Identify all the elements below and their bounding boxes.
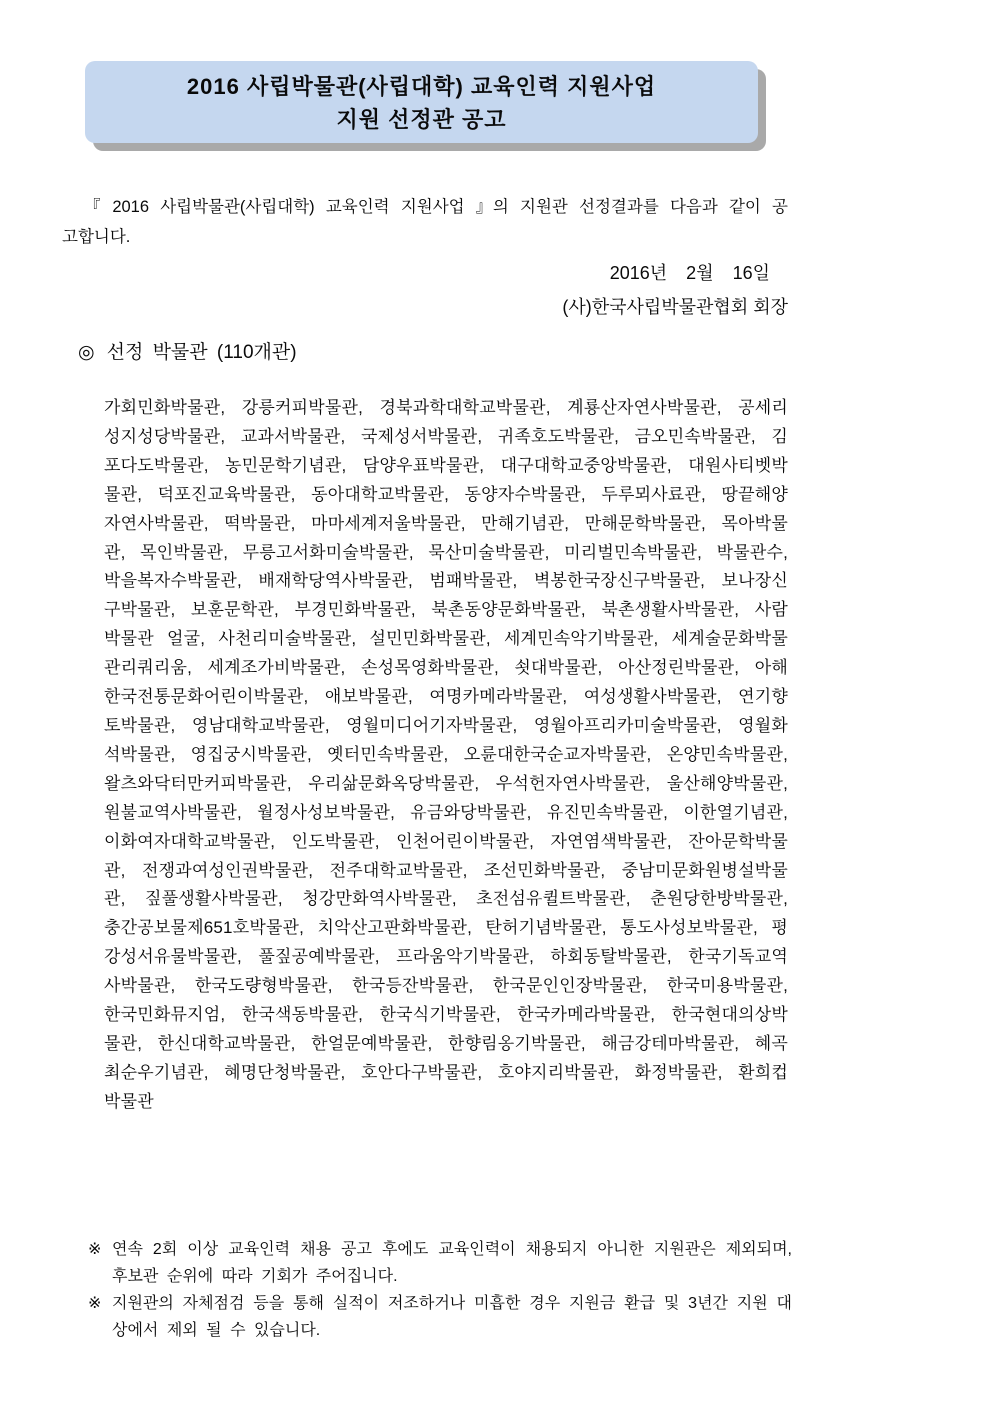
double-circle-bullet-icon: ◎ bbox=[78, 342, 95, 363]
document-title-line-1: 2016 사립박물관(사립대학) 교육인력 지원사업 bbox=[186, 73, 657, 99]
footnotes-block bbox=[88, 1236, 792, 1344]
date-signature-block bbox=[62, 256, 788, 324]
reference-mark-icon: ※ bbox=[88, 1241, 102, 1258]
section-title: 선정 박물관 (110개관) bbox=[106, 342, 297, 363]
footnote-item bbox=[88, 1290, 792, 1344]
footnote-text: 연속 2회 이상 교육인력 채용 공고 후에도 교육인력이 채용되지 아니한 지원관은 제외되며, 후보관 순위에 따라 기회가 주어집니다. bbox=[112, 1241, 792, 1285]
document-title-line-2: 지원 선정관 공고 bbox=[336, 107, 507, 133]
footnote-item bbox=[88, 1236, 792, 1290]
issuing-organization: (사)한국사립박물관협회 회장 bbox=[562, 297, 788, 317]
selected-museums-section-header bbox=[78, 337, 297, 364]
announcement-date: 2016년 2월 16일 bbox=[609, 263, 770, 283]
intro-paragraph: 『 2016 사립박물관(사립대학) 교육인력 지원사업 』의 지원관 선정결과를 다음과 같이 공고합니다. bbox=[62, 198, 788, 246]
footnote-text: 지원관의 자체점검 등을 통해 실적이 저조하거나 미흡한 경우 지원금 환급 및 3년간 지원 대상에서 제외 될 수 있습니다. bbox=[112, 1295, 792, 1339]
museum-list-paragraph: 가회민화박물관, 강릉커피박물관, 경북과학대학교박물관, 계룡산자연사박물관, 공세리성지성당박물관, 교과서박물관, 국제성서박물관, 귀족호도박물관, 금오민속박물관, 김포다도박물관, 농민문학기념관, 담양우표박물관, 대구대학교중앙박물관, 대원사티벳박물관, 덕포진교육박물관, 동아대학교박물관, 동양자수박물관, 두루뫼사료관, 땅끝해양자연사박물관, 떡박물관, 마마세계저울박물관, 만해기념관, 만해문학박물관, 목아박물관, 목인박물관, 무릉고서화미술박물관, 묵산미술박물관, 미리벌민속박물관, 박물관수, 박을복자수박물관, 배재학당역사박물관, 범패박물관, 벽봉한국장신구박물관, 보나장신구박물관, 보훈문학관, 부경민화박물관, 북촌동양문화박물관, 북촌생활사박물관, 사람박물관 얼굴, 사천리미술박물관, 설민민화박물관, 세계민속악기박물관, 세계술문화박물관리쿼리움, 세계조가비박물관, 손성목영화박물관, 쇳대박물관, 아산정린박물관, 아해한국전통문화어린이박물관, 애보박물관, 여명카메라박물관, 여성생활사박물관, 연기향토박물관, 영남대학교박물관, 영월미디어기자박물관, 영월아프리카미술박물관, 영월화석박물관, 영집궁시박물관, 옛터민속박물관, 오륜대한국순교자박물관, 온양민속박물관, 왈츠와닥터만커피박물관, 우리삶문화옥당박물관, 우석헌자연사박물관, 울산해양박물관, 원불교역사박물관, 월정사성보박물관, 유금와당박물관, 유진민속박물관, 이한열기념관, 이화여자대학교박물관, 인도박물관, 인천어린이박물관, 자연염색박물관, 잔아문학박물관, 전쟁과여성인권박물관, 전주대학교박물관, 조선민화박물관, 중남미문화원병설박물관, 짚풀생활사박물관, 청강만화역사박물관, 초전섬유퀼트박물관, 춘원당한방박물관, 충간공보물제651호박물관, 치악산고판화박물관, 탄허기념박물관, 통도사성보박물관, 평강성서유물박물관, 풀짚공예박물관, 프라움악기박물관, 하회동탈박물관, 한국기독교역사박물관, 한국도량형박물관, 한국등잔박물관, 한국문인인장박물관, 한국미용박물관, 한국민화뮤지엄, 한국색동박물관, 한국식기박물관, 한국카메라박물관, 한국현대의상박물관, 한신대학교박물관, 한얼문예박물관, 한향림옹기박물관, 해금강테마박물관, 혜곡최순우기념관, 혜명단청박물관, 호안다구박물관, 호야지리박물관, 화정박물관, 환희컵박물관 bbox=[104, 398, 788, 1111]
title-box bbox=[85, 61, 758, 143]
reference-mark-icon: ※ bbox=[88, 1295, 102, 1312]
